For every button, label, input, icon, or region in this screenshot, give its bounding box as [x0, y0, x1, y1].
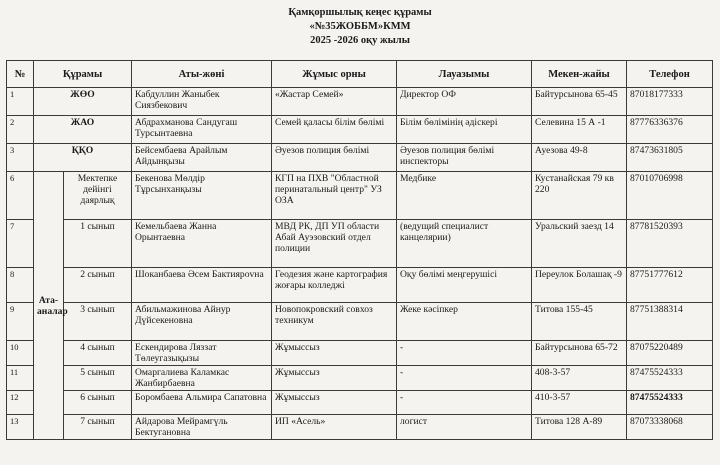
- table-row: [7, 172, 713, 220]
- row-name: Бейсембаева Арайлым Айдынқызы: [132, 144, 272, 172]
- row-composition: Мектепке дейінгі даярлық: [64, 172, 132, 220]
- row-phone: 87075220489: [627, 341, 713, 366]
- col-header-position: Лауазымы: [397, 61, 532, 88]
- row-name: Бекенова Мөлдір Тұрсынханқызы: [132, 172, 272, 220]
- row-address: Титова 155-45: [532, 303, 627, 341]
- row-address: Уральский заезд 14: [532, 220, 627, 268]
- row-phone: 87073338068: [627, 415, 713, 440]
- parents-group-label: Ата-аналар: [34, 172, 64, 440]
- row-position: Директор ОФ: [397, 88, 532, 116]
- row-position: Жеке кәсіпкер: [397, 303, 532, 341]
- row-position: (ведущий специалист канцелярии): [397, 220, 532, 268]
- row-number: 1: [7, 88, 34, 116]
- row-composition: 5 сынып: [64, 366, 132, 391]
- row-composition: ҚҚО: [34, 144, 132, 172]
- row-address: Титова 128 А-89: [532, 415, 627, 440]
- row-position: -: [397, 341, 532, 366]
- row-name: Ескендирова Ляззат Төлеугазықызы: [132, 341, 272, 366]
- row-composition: ЖӨО: [34, 88, 132, 116]
- row-workplace: Әуезов полиция бөлімі: [272, 144, 397, 172]
- row-position: Әуезов полиция бөлімі инспекторы: [397, 144, 532, 172]
- row-composition: 3 сынып: [64, 303, 132, 341]
- row-phone: 87751777612: [627, 268, 713, 303]
- row-address: Селевина 15 А -1: [532, 116, 627, 144]
- row-name: Шоканбаева Әсем Бактиярovна: [132, 268, 272, 303]
- row-workplace: Геодезия және картография жоғары колледжі: [272, 268, 397, 303]
- row-phone: 87473631805: [627, 144, 713, 172]
- row-workplace: Жұмыссыз: [272, 366, 397, 391]
- row-position: Оқу бөлімі меңгерушісі: [397, 268, 532, 303]
- row-position: -: [397, 366, 532, 391]
- row-workplace: МВД РК, ДП УП области Абай Ауэзовский отдел полиции: [272, 220, 397, 268]
- row-name: Кемельбаева Жанна Орынтаевна: [132, 220, 272, 268]
- row-position: Медбике: [397, 172, 532, 220]
- col-header-workplace: Жұмыс орны: [272, 61, 397, 88]
- row-name: Абдрахманова Сандугаш Турсынтаевна: [132, 116, 272, 144]
- table-row: [7, 116, 713, 144]
- table-row: [7, 391, 713, 415]
- row-number: 7: [7, 220, 34, 268]
- row-composition: 1 сынып: [64, 220, 132, 268]
- row-name: Абильмажинова Айнур Дүйсекеновна: [132, 303, 272, 341]
- row-composition: ЖАО: [34, 116, 132, 144]
- table-row: [7, 303, 713, 341]
- row-workplace: Жұмыссыз: [272, 391, 397, 415]
- row-composition: 2 сынып: [64, 268, 132, 303]
- row-number: 2: [7, 116, 34, 144]
- row-composition: 4 сынып: [64, 341, 132, 366]
- row-composition: 6 сынып: [64, 391, 132, 415]
- row-address: Кустанайская 79 кв 220: [532, 172, 627, 220]
- row-composition: 7 сынып: [64, 415, 132, 440]
- table-row: [7, 415, 713, 440]
- row-number: 9: [7, 303, 34, 341]
- col-header-name: Аты-жөні: [132, 61, 272, 88]
- row-position: Білім бөлімінің әдіскері: [397, 116, 532, 144]
- row-name: Омаргалиева Каламкас Жанбирбаевна: [132, 366, 272, 391]
- row-number: 10: [7, 341, 34, 366]
- row-number: 13: [7, 415, 34, 440]
- table-row: [7, 144, 713, 172]
- row-position: логист: [397, 415, 532, 440]
- row-workplace: КГП на ПХВ "Областной перинатальный центр" УЗ ОЗА: [272, 172, 397, 220]
- row-number: 12: [7, 391, 34, 415]
- col-header-address: Мекен-жайы: [532, 61, 627, 88]
- doc-title: Қамқоршылық кеңес құрамы: [288, 7, 432, 18]
- row-number: 11: [7, 366, 34, 391]
- row-name: Кабдуллин Жаныбек Сиязбекович: [132, 88, 272, 116]
- row-phone: 87010706998: [627, 172, 713, 220]
- table-row: [7, 341, 713, 366]
- table-row: [7, 366, 713, 391]
- academic-year: 2025 -2026 оқу жылы: [310, 35, 410, 46]
- row-phone: 87018177333: [627, 88, 713, 116]
- table-row: [7, 220, 713, 268]
- row-number: 3: [7, 144, 34, 172]
- document-header: [0, 6, 720, 48]
- row-workplace: «Жастар Семей»: [272, 88, 397, 116]
- row-address: 410-3-57: [532, 391, 627, 415]
- table-row: [7, 268, 713, 303]
- col-header-number: №: [7, 61, 34, 88]
- row-address: Байтурсынова 65-45: [532, 88, 627, 116]
- row-phone: 87776336376: [627, 116, 713, 144]
- school-name: «№35ЖОББМ»КММ: [309, 21, 411, 32]
- row-address: Переулок Болашақ -9: [532, 268, 627, 303]
- row-workplace: Новопокровский совхоз техникум: [272, 303, 397, 341]
- table-header-row: [7, 61, 713, 88]
- col-header-composition: Құрамы: [34, 61, 132, 88]
- row-phone: 87475524333: [627, 366, 713, 391]
- row-phone: 87475524333: [627, 391, 713, 415]
- row-position: -: [397, 391, 532, 415]
- row-number: 6: [7, 172, 34, 220]
- row-name: Айдарова Мейрамгүль Бектугановна: [132, 415, 272, 440]
- col-header-phone: Телефон: [627, 61, 713, 88]
- row-address: Ауезова 49-8: [532, 144, 627, 172]
- row-phone: 87751388314: [627, 303, 713, 341]
- row-address: Байтурсынова 65-72: [532, 341, 627, 366]
- row-phone: 87781520393: [627, 220, 713, 268]
- row-workplace: ИП «Асель»: [272, 415, 397, 440]
- row-address: 408-3-57: [532, 366, 627, 391]
- row-workplace: Семей қаласы білім бөлімі: [272, 116, 397, 144]
- row-name: Боромбаева Альмира Сапатовна: [132, 391, 272, 415]
- row-workplace: Жұмыссыз: [272, 341, 397, 366]
- row-number: 8: [7, 268, 34, 303]
- council-table: [6, 60, 713, 440]
- table-row: [7, 88, 713, 116]
